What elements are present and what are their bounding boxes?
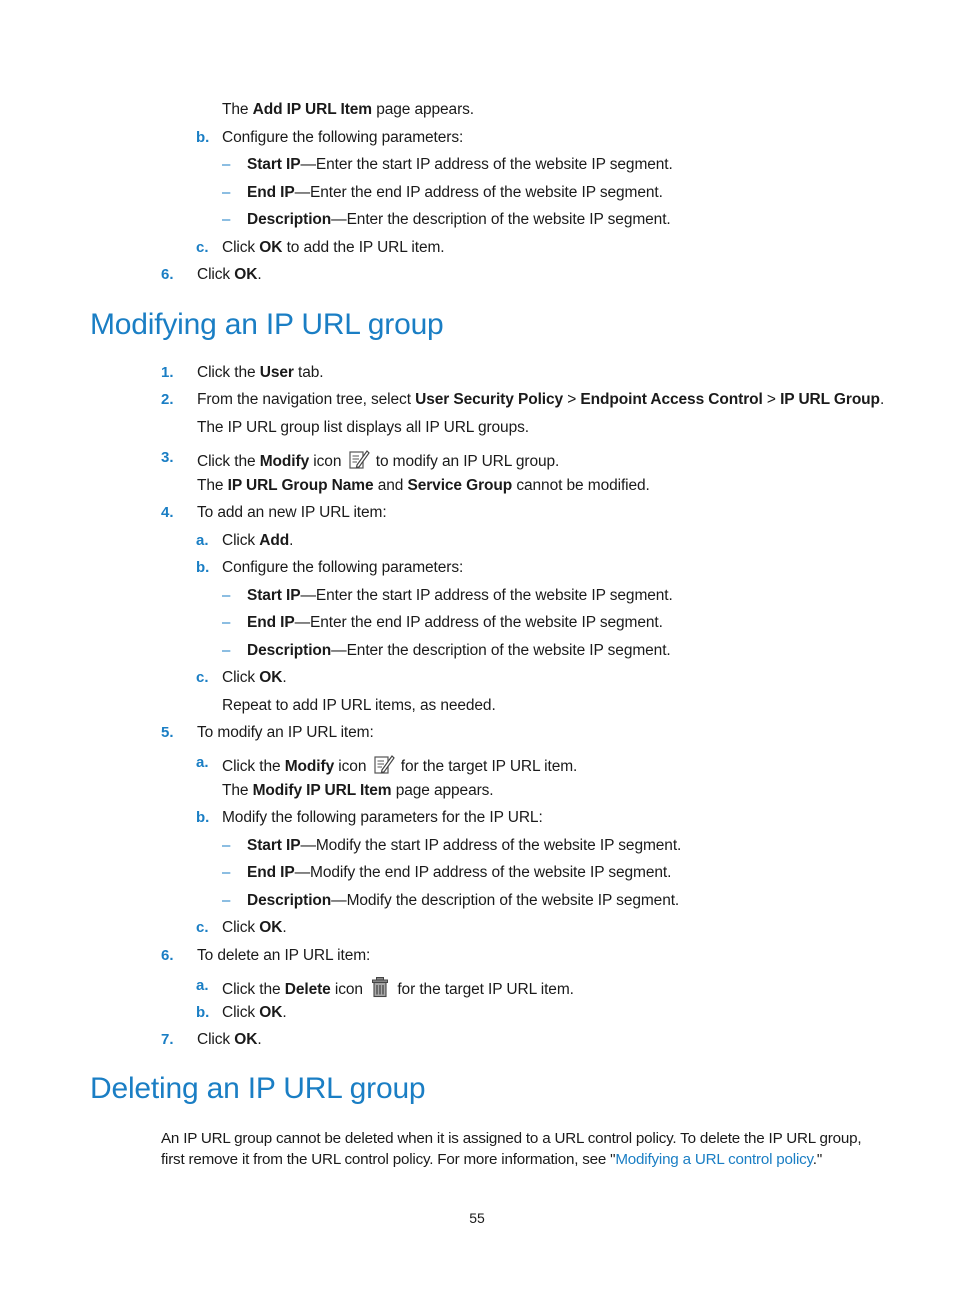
bullet-dash: – — [222, 892, 231, 909]
instruction-line: To add an new IP URL item: — [197, 504, 387, 521]
bullet-dash: – — [222, 587, 231, 604]
step-note: The IP URL Group Name and Service Group cannot be modified. — [197, 477, 650, 494]
step-marker: 1. — [161, 364, 174, 381]
instruction-line: Modify the following parameters for the IP URL: — [222, 809, 543, 826]
substep-marker: a. — [196, 977, 209, 994]
substep-marker: b. — [196, 559, 210, 576]
parameter-item: End IP—Enter the end IP address of the website IP segment. — [247, 614, 663, 631]
section-heading: Deleting an IP URL group — [90, 1072, 426, 1105]
parameter-item: Description—Modify the description of the website IP segment. — [247, 892, 680, 909]
bullet-dash: – — [222, 156, 231, 173]
parameter-item: Start IP—Enter the start IP address of the website IP segment. — [247, 156, 673, 173]
step-marker: 3. — [161, 449, 174, 466]
substep-marker: c. — [196, 669, 209, 686]
step-marker: 4. — [161, 504, 174, 521]
step-note: The Modify IP URL Item page appears. — [222, 782, 494, 799]
instruction-line: Click the User tab. — [197, 364, 324, 381]
instruction-line: Click OK. — [197, 266, 262, 283]
instruction-line: To modify an IP URL item: — [197, 724, 374, 741]
paragraph-line: An IP URL group cannot be deleted when it is assigned to a URL control policy. To delete the IP URL group, — [161, 1130, 862, 1147]
instruction-line: Click Add. — [222, 532, 294, 549]
modify-icon — [348, 448, 370, 470]
parameter-item: Description—Enter the description of the website IP segment. — [247, 211, 671, 228]
cross-reference-link[interactable]: Modifying a URL control policy — [615, 1151, 813, 1168]
instruction-line: Click the Delete icon for the target IP URL item. — [222, 976, 574, 1000]
bullet-dash: – — [222, 211, 231, 228]
modify-icon — [373, 753, 395, 775]
substep-marker: a. — [196, 532, 209, 549]
step-note: The IP URL group list displays all IP URL groups. — [197, 419, 529, 436]
bullet-dash: – — [222, 642, 231, 659]
instruction-line: Configure the following parameters: — [222, 559, 464, 576]
bullet-dash: – — [222, 837, 231, 854]
parameter-item: Start IP—Enter the start IP address of the website IP segment. — [247, 587, 673, 604]
page-number: 55 — [469, 1210, 485, 1226]
instruction-line: Click OK. — [222, 919, 287, 936]
instruction-line: Click the Modify icon to modify an IP URL group. — [197, 448, 559, 472]
instruction-line: To delete an IP URL item: — [197, 947, 371, 964]
instruction-line: Click OK. — [222, 1004, 287, 1021]
instruction-line: Click OK. — [222, 669, 287, 686]
step-note: Repeat to add IP URL items, as needed. — [222, 697, 496, 714]
substep-marker: a. — [196, 754, 209, 771]
body-paragraph — [161, 1128, 871, 1170]
step-marker: 6. — [161, 266, 174, 283]
substep-marker: b. — [196, 809, 210, 826]
bullet-dash: – — [222, 184, 231, 201]
substep-marker: c. — [196, 239, 209, 256]
instruction-line: The Add IP URL Item page appears. — [222, 101, 474, 118]
instruction-line: Click OK to add the IP URL item. — [222, 239, 445, 256]
bullet-dash: – — [222, 614, 231, 631]
instruction-line: Click the Modify icon for the target IP URL item. — [222, 753, 577, 777]
paragraph-line: first remove it from the URL control policy. For more information, see "Modifying a URL control policy." — [161, 1151, 823, 1168]
step-marker: 2. — [161, 391, 174, 408]
bullet-dash: – — [222, 864, 231, 881]
step-marker: 7. — [161, 1031, 174, 1048]
delete-icon — [369, 976, 391, 998]
parameter-item: Start IP—Modify the start IP address of the website IP segment. — [247, 837, 682, 854]
parameter-item: Description—Enter the description of the website IP segment. — [247, 642, 671, 659]
substep-marker: b. — [196, 129, 210, 146]
step-marker: 5. — [161, 724, 174, 741]
instruction-line: Click OK. — [197, 1031, 262, 1048]
instruction-line: From the navigation tree, select User Security Policy > Endpoint Access Control > IP URL Group. — [197, 391, 885, 408]
step-marker: 6. — [161, 947, 174, 964]
substep-marker: c. — [196, 919, 209, 936]
substep-marker: b. — [196, 1004, 210, 1021]
parameter-item: End IP—Enter the end IP address of the website IP segment. — [247, 184, 663, 201]
section-heading: Modifying an IP URL group — [90, 308, 444, 341]
parameter-item: End IP—Modify the end IP address of the website IP segment. — [247, 864, 672, 881]
instruction-line: Configure the following parameters: — [222, 129, 464, 146]
